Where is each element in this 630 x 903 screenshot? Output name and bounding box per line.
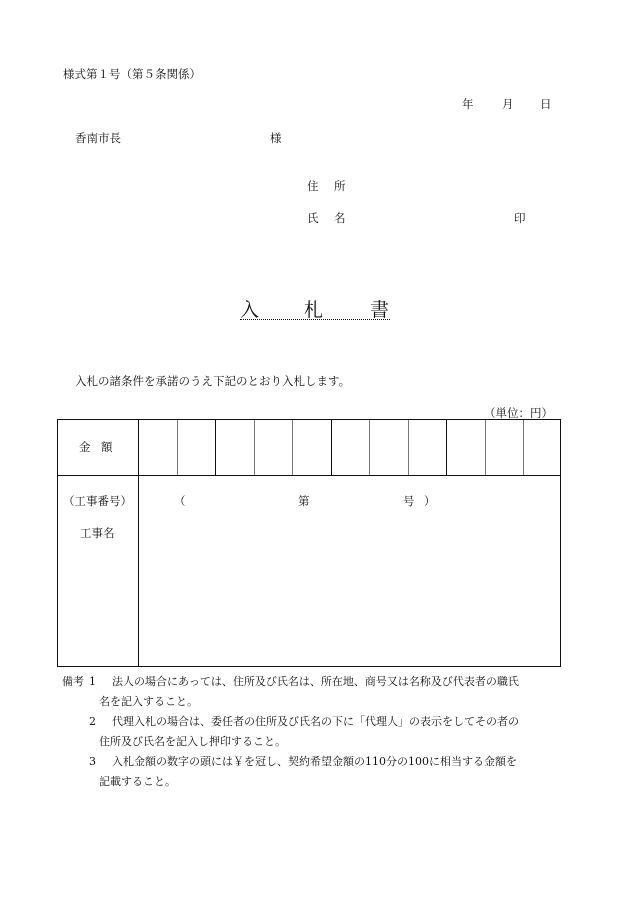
project-number-go: 号 [403, 494, 415, 508]
amount-digit-divider [292, 420, 293, 475]
note-text: 代理入札の場合は、委任者の住所及び氏名の下に「代理人」の表示をしてその者の [112, 715, 519, 728]
amount-digit-divider [177, 420, 178, 475]
note-text: 法人の場合にあっては、住所及び氏名は、所在地、商号又は名称及び代表者の職氏 [112, 675, 519, 688]
amount-digit-divider [523, 420, 524, 475]
name-label-2: 名 [334, 211, 346, 225]
amount-digit-divider [446, 420, 447, 475]
addressee-name: 香南市長 [75, 131, 121, 145]
project-name-label: 工事名 [80, 526, 115, 540]
note-number: 1 [89, 675, 96, 688]
bid-table [57, 419, 561, 667]
project-number-dai: 第 [298, 494, 310, 508]
note-text: 記載すること。 [99, 775, 176, 788]
amount-digit-divider [408, 420, 409, 475]
notes-heading: 備考 [62, 675, 84, 688]
document-title [240, 295, 390, 320]
amount-digit-divider [369, 420, 370, 475]
date-month-label: 月 [502, 97, 514, 111]
bid-statement: 入札の諸条件を承諾のうえ下記のとおり入札します。 [75, 374, 351, 388]
seal-mark: 印 [514, 211, 526, 225]
note-text: 名を記入すること。 [99, 695, 198, 708]
amount-digit-divider [254, 420, 255, 475]
amount-digit-divider [215, 420, 216, 475]
note-number: 3 [89, 755, 96, 768]
note-number: 2 [89, 715, 96, 728]
project-number-open: （ [174, 494, 186, 508]
address-label-2: 所 [334, 179, 346, 193]
date-year-label: 年 [462, 97, 474, 111]
form-number: 様式第１号（第５条関係） [63, 67, 201, 81]
table-row-divider [58, 475, 560, 476]
amount-digit-divider [485, 420, 486, 475]
currency-unit: （単位：円） [484, 406, 553, 420]
notes-section [62, 672, 572, 792]
title-char-2: 札 [304, 299, 324, 321]
note-text: 住所及び氏名を記入し押印すること。 [99, 735, 286, 748]
amount-label-2: 額 [101, 440, 113, 454]
title-char-1: 入 [240, 299, 260, 321]
project-number-close: ） [424, 494, 436, 508]
name-label-1: 氏 [307, 211, 319, 225]
date-day-label: 日 [540, 97, 552, 111]
addressee-honorific: 様 [270, 131, 282, 145]
amount-digit-divider [331, 420, 332, 475]
title-char-3: 書 [370, 299, 390, 321]
note-text: 入札金額の数字の頭には￥を冠し、契約希望金額の110分の100に相当する金額を [112, 755, 517, 768]
project-number-label: （工事番号） [63, 494, 132, 508]
address-label-1: 住 [307, 179, 319, 193]
table-column-divider [138, 420, 139, 666]
amount-label-1: 金 [79, 440, 91, 454]
